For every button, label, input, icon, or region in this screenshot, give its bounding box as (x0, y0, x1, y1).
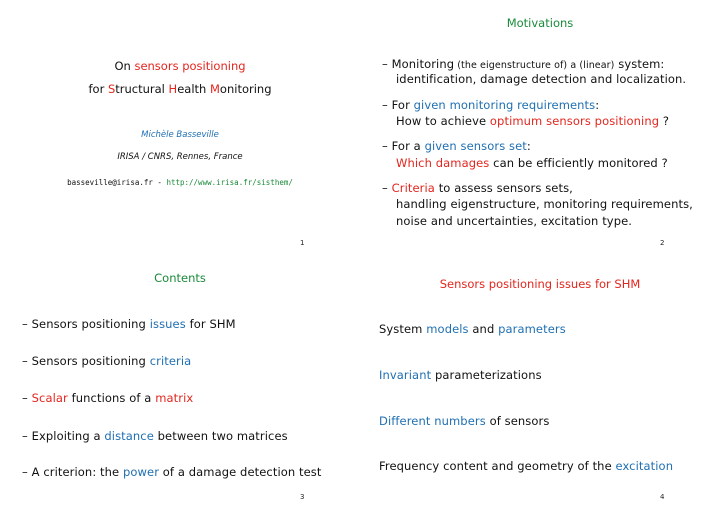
item-highlight: parameters (498, 322, 566, 336)
bullet-highlight: Which damages (396, 156, 490, 170)
item-text: Exploiting a (31, 429, 105, 443)
bullet-text: system: (614, 57, 665, 71)
bullet-dash: – (382, 57, 388, 71)
item-highlight: power (122, 465, 160, 479)
slide-4 (360, 255, 720, 509)
bullet-2-line-2 (396, 114, 669, 128)
item-highlight: Scalar (31, 391, 68, 405)
bullet-highlight: given monitoring requirements (413, 98, 596, 112)
slide-title: Motivations (506, 16, 574, 30)
item-highlight: distance (104, 429, 154, 443)
bullet-text: can be efficiently monitored ? (489, 156, 668, 170)
title-text: for (88, 82, 108, 96)
title-text: onitoring (219, 82, 272, 96)
bullet-dash: – (22, 317, 28, 331)
item-highlight: matrix (155, 391, 194, 405)
author-name: Michèle Basseville (141, 130, 219, 140)
title-line-2 (0, 82, 360, 96)
bullet-dash: – (382, 139, 388, 153)
bullet-dash: – (22, 465, 28, 479)
bullet-4-line-2: handling eigenstructure, monitoring requirements, (396, 197, 693, 211)
bullet-4-line-3: noise and uncertainties, excitation type. (396, 214, 633, 228)
contents-item-3 (22, 391, 193, 405)
slide-2 (360, 0, 720, 254)
title-line-1 (0, 59, 360, 73)
contents-item-1 (22, 317, 236, 331)
bullet-text: How to achieve (396, 114, 490, 128)
bullet-text: For (391, 98, 414, 112)
bullet-text: ? (659, 114, 670, 128)
page-number: 2 (660, 239, 665, 247)
title-text: On (114, 59, 135, 73)
page-number: 1 (300, 239, 305, 247)
issue-item-4 (379, 459, 673, 473)
item-text: functions of a (67, 391, 156, 405)
page-number: 3 (300, 493, 305, 501)
slide-1 (0, 0, 360, 254)
title-highlight: sensors positioning (134, 59, 246, 73)
item-text: for SHM (185, 317, 236, 331)
bullet-dash: – (382, 98, 388, 112)
item-highlight: Different numbers (379, 414, 486, 428)
item-text: between two matrices (153, 429, 288, 443)
separator: - (152, 178, 167, 187)
website-link[interactable]: http://www.irisa.fr/sisthem/ (166, 178, 293, 187)
bullet-text: : (526, 139, 531, 153)
title-text: tructural (115, 82, 169, 96)
contents-item-4 (22, 429, 288, 443)
bullet-text: (linear) (579, 60, 615, 71)
bullet-1-line-1 (382, 57, 664, 71)
bullet-3-line-2 (396, 156, 668, 170)
bullet-2-line-1 (382, 98, 599, 112)
contents-item-2 (22, 354, 191, 368)
bullet-text: (the eigenstructure of) a (454, 60, 580, 71)
affiliation: IRISA / CNRS, Rennes, France (117, 152, 243, 162)
title-initial: H (168, 82, 178, 96)
contents-item-5 (22, 465, 322, 479)
item-text: A criterion: the (31, 465, 123, 479)
bullet-dash: – (382, 181, 388, 195)
title-text: ealth (177, 82, 210, 96)
item-text: System (379, 322, 427, 336)
item-highlight: criteria (149, 354, 192, 368)
bullet-text: Monitoring (391, 57, 455, 71)
slide-title: Sensors positioning issues for SHM (439, 277, 641, 291)
item-highlight: excitation (615, 459, 674, 473)
bullet-highlight: given sensors set (424, 139, 527, 153)
slide-3 (0, 255, 360, 509)
item-highlight: models (426, 322, 469, 336)
issue-item-2 (379, 368, 542, 382)
item-text: of a damage detection test (159, 465, 322, 479)
item-text: of sensors (485, 414, 550, 428)
contact-line (0, 174, 360, 188)
title-initial: S (107, 82, 116, 96)
item-text: Sensors positioning (31, 354, 150, 368)
bullet-1-line-2: identification, damage detection and localization. (396, 72, 687, 86)
item-text: Sensors positioning (31, 317, 150, 331)
item-highlight: Invariant (379, 368, 432, 382)
bullet-3-line-1 (382, 139, 531, 153)
item-highlight: issues (149, 317, 186, 331)
item-text: parameterizations (431, 368, 542, 382)
bullet-highlight: optimum sensors positioning (489, 114, 660, 128)
issue-item-3 (379, 414, 549, 428)
bullet-dash: – (22, 354, 28, 368)
bullet-highlight: Criteria (391, 181, 435, 195)
bullet-dash: – (22, 391, 28, 405)
bullet-dash: – (22, 429, 28, 443)
bullet-text: For a (391, 139, 425, 153)
item-text: and (468, 322, 499, 336)
bullet-4-line-1 (382, 181, 573, 195)
item-text: Frequency content and geometry of the (379, 459, 616, 473)
bullet-text: to assess sensors sets, (434, 181, 573, 195)
page-number: 4 (660, 493, 665, 501)
title-initial: M (209, 82, 220, 96)
slide-title: Contents (154, 271, 206, 285)
issue-item-1 (379, 322, 566, 336)
bullet-text: : (595, 98, 600, 112)
email-link[interactable]: basseville@irisa.fr (67, 178, 153, 187)
